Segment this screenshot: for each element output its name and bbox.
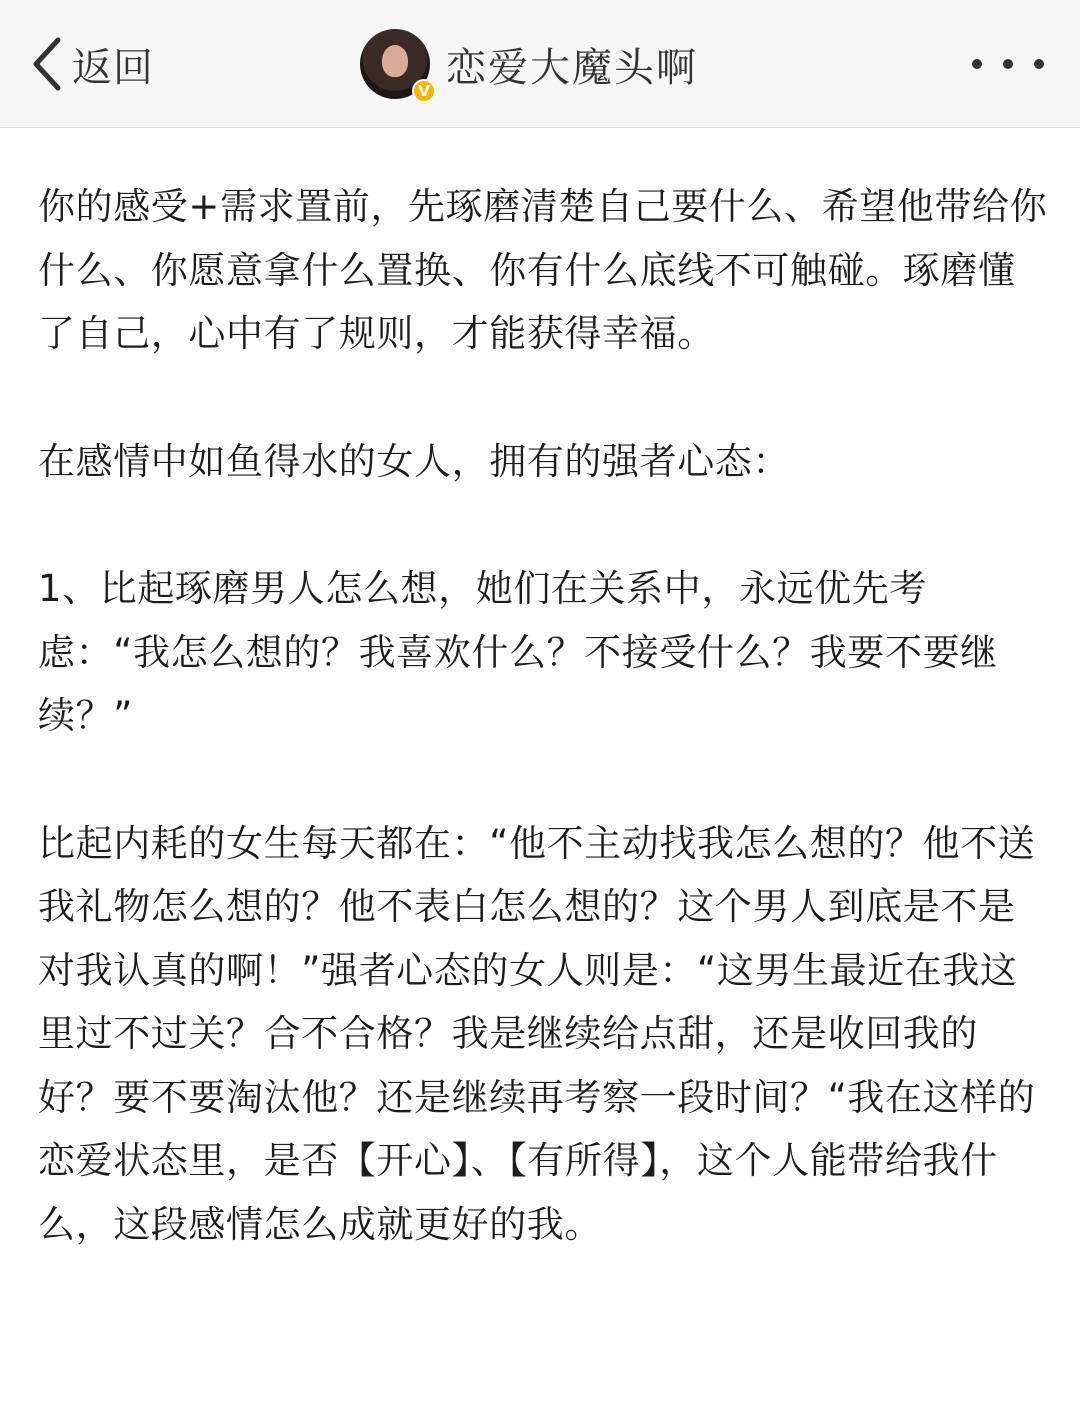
chevron-left-icon	[30, 36, 64, 92]
paragraph: 比起内耗的女生每天都在：“他不主动找我怎么想的？他不送我礼物怎么想的？他不表白怎么想的？这个男人到底是不是对我认真的啊！”强者心态的女人则是：“这男生最近在我这里过不过关？合不合格？我是继续给点甜，还是收回我的好？要不要淘汰他？还是继续再考察一段时间？“我在这样的恋爱状态里，是否【开心】、【有所得】，这个人能带给我什么，这段感情怎么成就更好的我。	[38, 821, 1036, 1246]
more-dot-icon	[972, 59, 982, 69]
more-dot-icon	[1003, 59, 1013, 69]
article-body	[38, 175, 1048, 1320]
paragraph: 你的感受+需求置前，先琢磨清楚自己要什么、希望他带给你什么、你愿意拿什么置换、你有什么底线不可触碰。琢磨懂了自己，心中有了规则，才能获得幸福。	[38, 185, 1048, 355]
author-header[interactable]	[360, 28, 698, 100]
more-dot-icon	[1034, 59, 1044, 69]
back-button[interactable]	[30, 30, 154, 98]
paragraph: 在感情中如鱼得水的女人，拥有的强者心态：	[38, 439, 790, 483]
avatar-face	[382, 45, 408, 77]
more-options-button[interactable]	[972, 40, 1044, 88]
avatar[interactable]	[360, 29, 430, 99]
verified-badge-icon: V	[412, 79, 436, 103]
top-nav-bar	[0, 0, 1080, 128]
username[interactable]: 恋爱大魔头啊	[446, 44, 698, 91]
back-label: 返回	[72, 44, 154, 91]
paragraph: 1、比起琢磨男人怎么想，她们在关系中，永远优先考虑：“我怎么想的？我喜欢什么？不接受什么？我要不要继续？”	[38, 567, 998, 737]
